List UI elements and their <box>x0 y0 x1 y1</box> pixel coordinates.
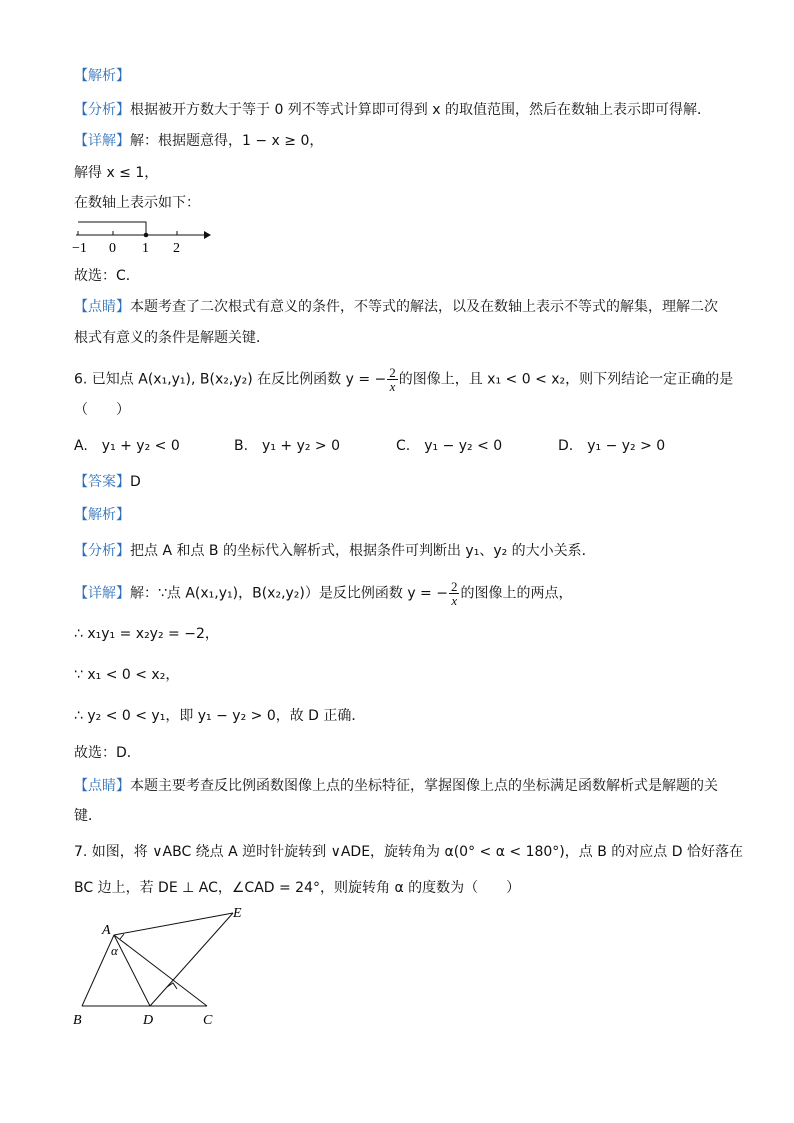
q6-step1: ∴ x₁y₁ = x₂y₂ = −2， <box>74 626 219 642</box>
answer-line <box>74 472 141 492</box>
label-C: C <box>203 1013 213 1028</box>
label-B: B <box>73 1013 82 1028</box>
q6-stem-b: 的图像上，且 x₁ < 0 < x₂，则下列结论一定正确的是 <box>398 371 734 388</box>
section-jiexi: 【解析】 <box>74 68 130 84</box>
label-alpha: α <box>111 943 118 958</box>
label-E: E <box>233 906 242 921</box>
q6-dianjing-line <box>74 776 718 796</box>
q6-xiangjie-b: 的图像上的两点， <box>460 585 573 602</box>
axis-label-1: 1 <box>142 241 149 256</box>
q6-answer-choice: 故选：D． <box>74 745 141 761</box>
axis-label-2: 2 <box>173 241 180 256</box>
option-c[interactable]: C. y₁ − y₂ < 0 <box>396 438 503 454</box>
q6-dianjing-tag: 【点睛】 <box>74 778 130 794</box>
label-D: D <box>143 1013 154 1028</box>
frac-numerator: 2 <box>389 365 396 380</box>
xiangjie-line <box>74 131 323 151</box>
q6-step3: ∴ y₂ < 0 < y₁，即 y₁ − y₂ > 0，故 D 正确． <box>74 708 366 724</box>
rotation-figure <box>68 900 258 1030</box>
label-A: A <box>102 923 111 938</box>
answer-choice: 故选：C． <box>74 268 140 284</box>
dianjing-text-cont: 根式有意义的条件是解题关键． <box>74 330 270 346</box>
frac2-numerator: 2 <box>450 579 458 594</box>
daan-text: D <box>130 474 141 490</box>
option-a[interactable]: A. y₁ + y₂ < 0 <box>74 438 180 454</box>
q6-paren: （ ） <box>74 402 130 418</box>
q6-fenxi-tag: 【分析】 <box>74 543 130 559</box>
option-d[interactable]: D. y₁ − y₂ > 0 <box>558 438 666 454</box>
q6-dianjing-cont: 键． <box>74 808 102 824</box>
dianjing-text: 本题考查了二次根式有意义的条件，不等式的解法，以及在数轴上表示不等式的解集，理解二次 <box>130 299 718 315</box>
xiangjie-tag: 【详解】 <box>74 133 130 149</box>
q6-fraction <box>387 366 398 393</box>
dianjing-line <box>74 297 718 317</box>
axis-label-0: 0 <box>109 241 116 256</box>
q6-xiangjie-a: 解：∵点 A(x₁,y₁)，B(x₂,y₂)）是反比例函数 y = − <box>130 585 448 602</box>
frac2-denominator: x <box>451 593 458 608</box>
fenxi-text: 根据被开方数大于等于 0 列不等式计算即可得到 x 的取值范围，然后在数轴上表示即可得解． <box>130 102 711 118</box>
number-line-intro: 在数轴上表示如下： <box>74 195 200 211</box>
q6-stem-a: 6. 已知点 A(x₁,y₁), B(x₂,y₂) 在反比例函数 y = − <box>74 371 387 388</box>
q6-fenxi-text: 把点 A 和点 B 的坐标代入解析式，根据条件可判断出 y₁、y₂ 的大小关系． <box>130 543 596 559</box>
q7-stem-1: 7. 如图，将 ∨ABC 绕点 A 逆时针旋转到 ∨ADE，旋转角为 α(0° < α < 180°)，点 B 的对应点 D 恰好落在 <box>74 844 743 860</box>
axis-label-neg1: −1 <box>72 241 87 256</box>
q6-dianjing-text: 本题主要考查反比例函数图像上点的坐标特征，掌握图像上点的坐标满足函数解析式是解题的关 <box>130 778 718 794</box>
q6-fenxi-line <box>74 541 596 561</box>
q6-fraction-2 <box>449 580 460 607</box>
fenxi-line <box>74 100 711 120</box>
number-line-figure <box>68 215 218 257</box>
q6-xiangjie-line <box>74 580 572 607</box>
q7-stem-2: BC 边上，若 DE ⊥ AC，∠CAD = 24°，则旋转角 α 的度数为（ ） <box>74 880 521 896</box>
q6-step2: ∵ x₁ < 0 < x₂， <box>74 667 180 683</box>
frac-denominator: x <box>389 379 396 394</box>
fenxi-tag: 【分析】 <box>74 102 130 118</box>
xiangjie-text: 解：根据题意得，1 − x ≥ 0， <box>130 133 324 149</box>
option-b[interactable]: B. y₁ + y₂ > 0 <box>234 438 341 454</box>
dianjing-tag: 【点睛】 <box>74 299 130 315</box>
solution-text: 解得 x ≤ 1， <box>74 165 159 181</box>
section-jiexi-q6: 【解析】 <box>74 507 130 523</box>
q6-stem <box>74 366 733 393</box>
daan-tag: 【答案】 <box>74 474 130 490</box>
q6-xiangjie-tag: 【详解】 <box>74 585 130 602</box>
